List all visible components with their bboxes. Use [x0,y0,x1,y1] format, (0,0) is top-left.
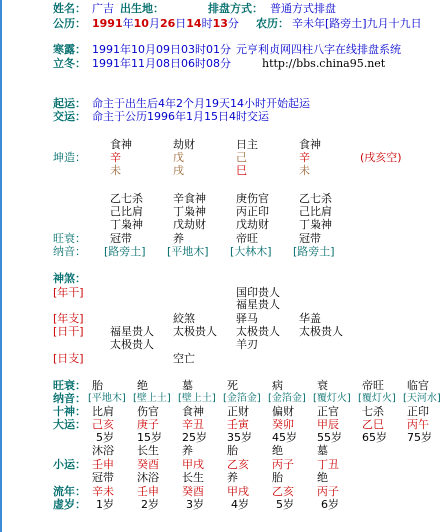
hidden-month-1: 辛食神 [173,192,206,205]
dayun-ny-5: [覆灯火] [313,393,351,404]
dayun-ws-5: 衰 [317,379,328,392]
dayun-wangshuai-label: 旺衰： [53,379,86,392]
hidden-day-3: 戊劫财 [236,218,269,231]
hanlu-value: 1991年10月09日03时01分 [92,43,231,56]
liunian-3: 甲戌 [227,485,249,498]
pillar-branch-day: 巳 [236,164,247,177]
solar-label: 公历： [53,17,86,30]
pillar-stem-hour: 辛 [299,151,310,164]
dayun-dy-5: 甲辰 [317,418,339,431]
lidong-value: 1991年11月08日06时08分 [92,57,231,70]
jiaoyun-value: 命主于公历1996年1月15日4时交运 [92,110,269,123]
jiaoyun-label: 交运： [53,110,86,123]
hidden-month-3: 戊劫财 [173,218,206,231]
pillar-stem-year: 辛 [110,151,121,164]
dayun-dy-7: 丙午 [407,418,429,431]
dayun-dy-4: 癸卯 [272,418,294,431]
dayun-dy-6: 乙巳 [362,418,384,431]
shensha-year-stem-2: 福星贵人 [236,298,280,311]
dayun-age-6: 65岁 [362,431,387,444]
solar-date: 1991年10月26日14时13分 [92,17,239,30]
dayun-ny-3: [金箔金] [223,393,261,404]
shensha-year-branch-3: 华盖 [299,312,321,325]
changsheng-1: 长生 [137,444,159,457]
method-label: 排盘方式： [208,2,263,15]
nayin-day: [大林木] [230,245,272,258]
hanlu-label: 寒露： [53,43,86,56]
dayun-ss-5: 正官 [317,405,339,418]
dayun-ws-2: 墓 [182,379,193,392]
method-value: 普通方式排盘 [270,2,336,15]
shensha-year-branch-2: 驿马 [236,312,258,325]
pillar-stem-day: 己 [236,151,247,164]
wangshuai-day: 帝旺 [236,232,258,245]
pillar-tengod-month: 劫财 [173,138,195,151]
dayun-age-0: 5岁 [96,431,114,444]
hidden-hour-2: 己比肩 [299,205,332,218]
hidden-day-2: 丙正印 [236,205,269,218]
kongwang: (戌亥空) [360,151,402,164]
xiaoyun-label: 小运： [53,458,86,471]
dayun-ny-1: [壁上土] [133,393,171,404]
qiyun-label: 起运： [53,97,86,110]
pillar-tengod-year: 食神 [110,138,132,151]
wangshuai-label: 旺衰： [53,232,86,245]
xiaoyun-cs-3: 养 [227,471,238,484]
dayun-ny-4: [金箔金] [268,393,306,404]
hidden-year-3: 丁枭神 [110,218,143,231]
nayin-year: [路旁土] [104,245,146,258]
shensha-year-branch-1: 絞煞 [173,312,195,325]
xusui-4: 5岁 [276,498,294,511]
shensha-day-stem-c1-2: 太极贵人 [110,338,154,351]
changsheng-2: 养 [182,444,193,457]
hidden-hour-1: 乙七杀 [299,192,332,205]
birthplace-label: 出生地： [120,2,164,15]
dayun-ny-2: [壁上土] [178,393,216,404]
xiaoyun-1: 癸酉 [137,458,159,471]
shensha-day-stem-label: [日干] [53,325,84,338]
dayun-age-5: 55岁 [317,431,342,444]
dayun-ss-3: 正财 [227,405,249,418]
dayun-age-2: 25岁 [182,431,207,444]
hidden-month-2: 丁枭神 [173,205,206,218]
xusui-3: 4岁 [231,498,249,511]
dayun-ny-0: [平地木] [88,393,126,404]
site-url-link[interactable]: http://bbs.china95.net [262,57,386,70]
shensha-year-branch-label: [年支] [53,312,84,325]
nayin-month: [平地木] [167,245,209,258]
shensha-day-branch-label: [日支] [53,352,84,365]
dayun-ws-3: 死 [227,379,238,392]
xiaoyun-4: 丙子 [272,458,294,471]
dayun-ny-7: [天河水] [403,393,441,404]
dayun-nayin-label: 纳音： [53,392,86,405]
changsheng-3: 胎 [227,444,238,457]
xiaoyun-cs-2: 长生 [182,471,204,484]
dayun-dy-2: 辛丑 [182,418,204,431]
dayun-ws-4: 病 [272,379,283,392]
pillar-tengod-hour: 食神 [299,138,321,151]
dayun-ws-1: 绝 [137,379,148,392]
shensha-day-stem-c1-1: 福星贵人 [110,325,154,338]
dayun-age-4: 45岁 [272,431,297,444]
dayun-ss-1: 伤官 [137,405,159,418]
pillar-branch-year: 未 [110,164,121,177]
xiaoyun-3: 乙亥 [227,458,249,471]
lunar-value: 辛未年[路旁土]九月十九日 [292,17,422,30]
changsheng-4: 绝 [272,444,283,457]
shensha-day-branch-1: 空亡 [173,352,195,365]
xiaoyun-cs-0: 冠带 [92,471,114,484]
dayun-ss-6: 七杀 [362,405,384,418]
liunian-label: 流年： [53,485,86,498]
wangshuai-hour: 冠带 [299,232,321,245]
dayun-age-7: 75岁 [407,431,432,444]
nayin-label: 纳音： [53,245,86,258]
dayun-dy-0: 己亥 [92,418,114,431]
pillar-tengod-day: 日主 [236,138,258,151]
lidong-label: 立冬： [53,57,86,70]
dayun-ss-7: 正印 [407,405,429,418]
dayun-dy-3: 壬寅 [227,418,249,431]
name-label: 姓名： [53,2,86,15]
wangshuai-year: 冠带 [110,232,132,245]
qiandao-label: 坤造： [53,151,86,164]
pillar-branch-hour: 未 [299,164,310,177]
changsheng-5: 墓 [317,444,328,457]
changsheng-0: 沐浴 [92,444,114,457]
xiaoyun-2: 甲戌 [182,458,204,471]
left-border [0,0,2,532]
name-value: 广吉 [92,2,114,15]
dayun-age-3: 35岁 [227,431,252,444]
dayun-label: 大运： [53,418,86,431]
xusui-label: 虚岁： [53,498,86,511]
dayun-ss-0: 比肩 [92,405,114,418]
hidden-year-2: 己比肩 [110,205,143,218]
pillar-branch-month: 戌 [173,164,184,177]
xusui-1: 2岁 [141,498,159,511]
xusui-5: 6岁 [321,498,339,511]
xiaoyun-cs-1: 沐浴 [137,471,159,484]
dayun-ny-6: [覆灯火] [358,393,396,404]
dayun-dy-1: 庚子 [137,418,159,431]
dayun-ws-7: 临官 [407,379,429,392]
liunian-5: 丙子 [317,485,339,498]
dayun-age-1: 15岁 [137,431,162,444]
nayin-hour: [路旁土] [293,245,335,258]
shensha-year-stem-1: 国印贵人 [236,286,280,299]
shensha-day-stem-c3-2: 羊刃 [236,338,258,351]
liunian-1: 壬申 [137,485,159,498]
hidden-year-1: 乙七杀 [110,192,143,205]
dayun-ws-0: 胎 [92,379,103,392]
wangshuai-month: 养 [173,232,184,245]
hidden-hour-3: 丁枭神 [299,218,332,231]
lunar-label: 农历： [256,17,289,30]
shensha-year-stem-label: [年干] [53,286,84,299]
xiaoyun-5: 丁丑 [317,458,339,471]
liunian-0: 辛未 [92,485,114,498]
pillar-stem-month: 戊 [173,151,184,164]
shensha-title: 神煞： [53,272,86,285]
dayun-ss-4: 偏财 [272,405,294,418]
xiaoyun-cs-5: 绝 [317,471,328,484]
dayun-shishen-label: 十神： [53,405,86,418]
liunian-2: 癸酉 [182,485,204,498]
liunian-4: 乙亥 [272,485,294,498]
xiaoyun-0: 壬申 [92,458,114,471]
shensha-day-stem-c3-1: 太极贵人 [236,325,280,338]
hidden-day-1: 庚伤官 [236,192,269,205]
dayun-ss-2: 食神 [182,405,204,418]
xusui-2: 3岁 [186,498,204,511]
xusui-0: 1岁 [96,498,114,511]
qiyun-value: 命主于出生后4年2个月19天14小时开始起运 [92,97,310,110]
shensha-day-stem-c4-1: 太极贵人 [299,325,343,338]
shensha-day-stem-c2-1: 太极贵人 [173,325,217,338]
site-title: 元亨利贞网四柱八字在线排盘系统 [236,43,401,56]
xiaoyun-cs-4: 胎 [272,471,283,484]
dayun-ws-6: 帝旺 [362,379,384,392]
